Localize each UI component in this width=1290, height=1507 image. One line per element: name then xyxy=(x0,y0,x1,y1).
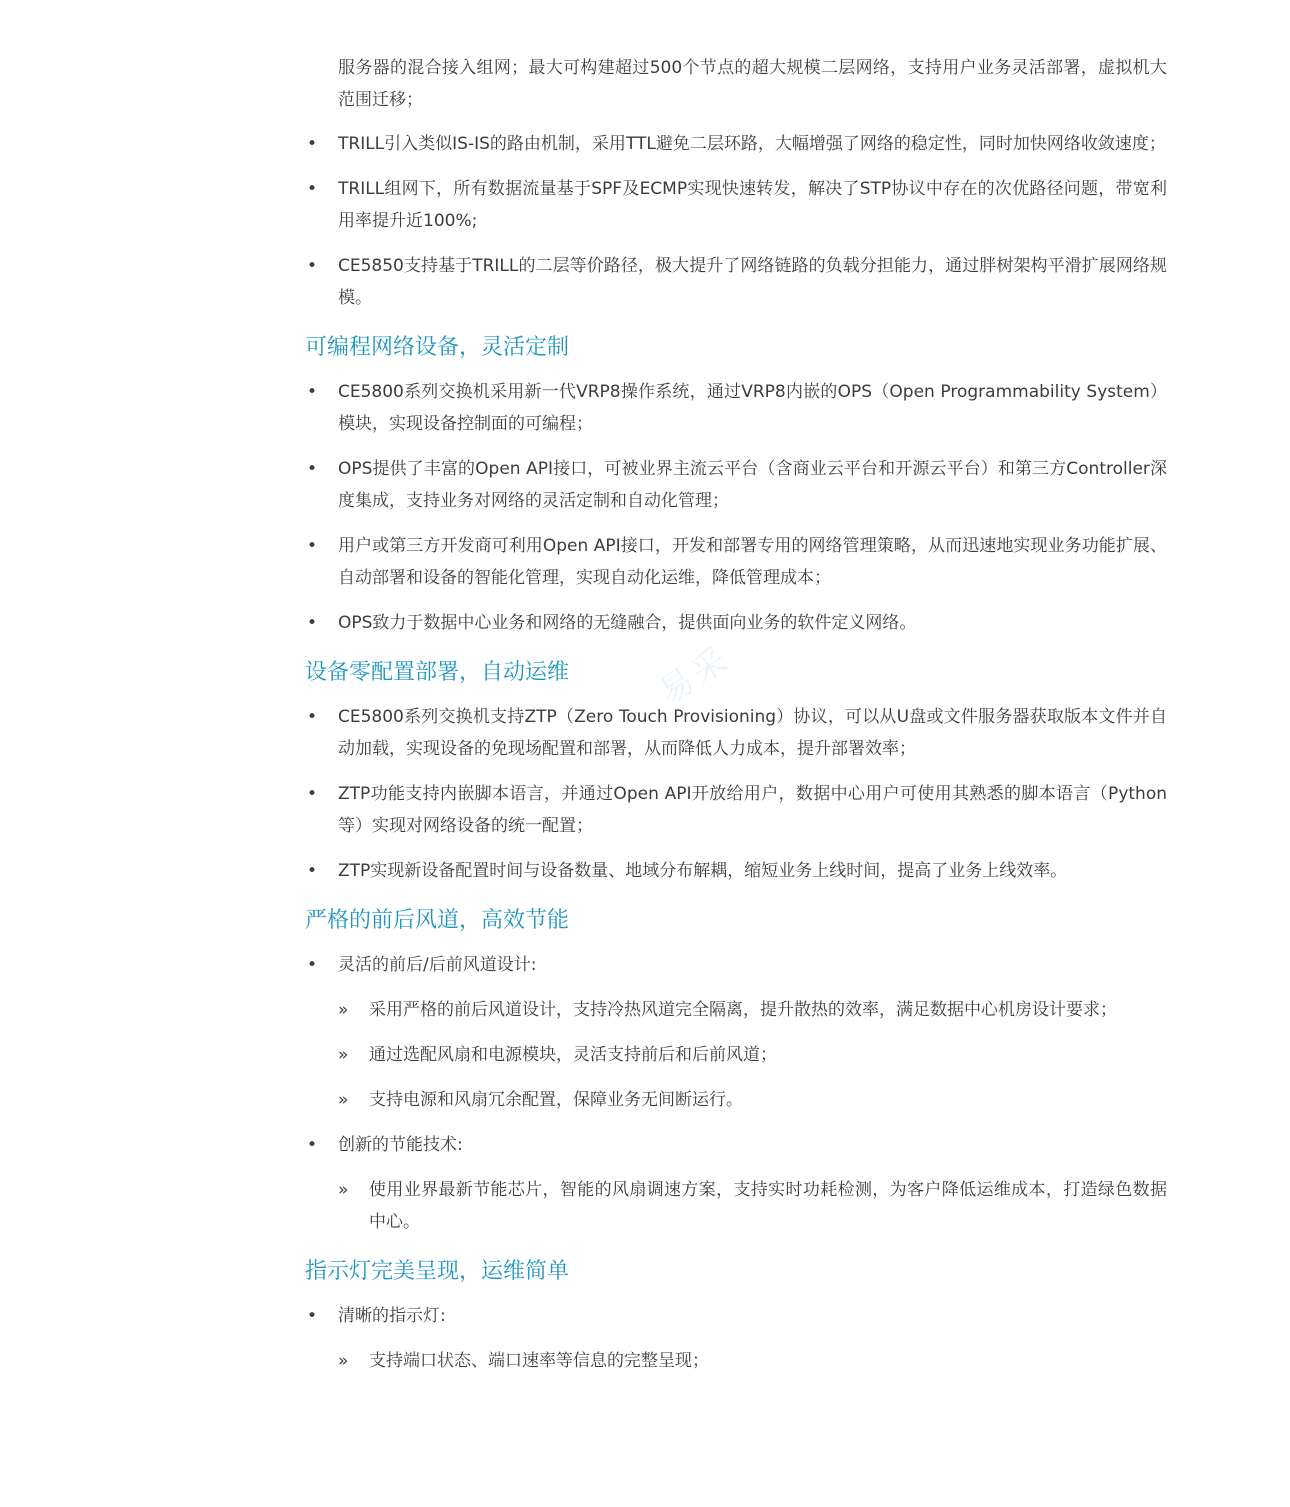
bullet-icon: • xyxy=(307,256,318,276)
bullet-icon: • xyxy=(307,784,318,804)
intro-paragraph: 服务器的混合接入组网；最大可构建超过500个节点的超大规模二层网络，支持用户业务灵活部署，虚拟机大范围迁移； xyxy=(338,58,1167,110)
list-item-text: CE5850支持基于TRILL的二层等价路径，极大提升了网络链路的负载分担能力，通过胖树架构平滑扩展网络规模。 xyxy=(338,256,1167,308)
bullet-icon: • xyxy=(307,955,318,975)
list-item xyxy=(305,607,1167,639)
document-content xyxy=(305,52,1167,1390)
bullet-icon: • xyxy=(307,613,318,633)
chevron-right-icon: » xyxy=(338,1090,349,1110)
list-item xyxy=(305,530,1167,594)
bullet-icon: • xyxy=(307,1135,318,1155)
sub-list-item-text: 支持电源和风扇冗余配置，保障业务无间断运行。 xyxy=(369,1090,743,1110)
list-item xyxy=(305,855,1167,887)
list-item xyxy=(305,128,1167,160)
list-item-text: 用户或第三方开发商可利用Open API接口，开发和部署专用的网络管理策略，从而迅速地实现业务功能扩展、自动部署和设备的智能化管理，实现自动化运维，降低管理成本； xyxy=(338,536,1167,588)
sub-list-item xyxy=(305,1174,1167,1238)
bullet-icon: • xyxy=(307,1306,318,1326)
list-item xyxy=(305,376,1167,440)
sub-list-item xyxy=(305,1345,1167,1377)
section-heading-programmable: 可编程网络设备，灵活定制 xyxy=(305,335,570,360)
bullet-icon: • xyxy=(307,707,318,727)
chevron-right-icon: » xyxy=(338,1351,349,1371)
list-item-text: CE5800系列交换机支持ZTP（Zero Touch Provisioning）协议，可以从U盘或文件服务器获取版本文件并自动加载，实现设备的免现场配置和部署，从而降低人力成本，提升部署效率； xyxy=(338,707,1167,759)
bullet-icon: • xyxy=(307,861,318,881)
list-item-text: TRILL组网下，所有数据流量基于SPF及ECMP实现快速转发，解决了STP协议中存在的次优路径问题，带宽利用率提升近100%; xyxy=(338,179,1167,231)
chevron-right-icon: » xyxy=(338,1045,349,1065)
chevron-right-icon: » xyxy=(338,1000,349,1020)
list-item-text: CE5800系列交换机采用新一代VRP8操作系统，通过VRP8内嵌的OPS（Open Programmability System）模块，实现设备控制面的可编程； xyxy=(338,382,1167,434)
bullet-icon: • xyxy=(307,382,318,402)
list-item-text: OPS致力于数据中心业务和网络的无缝融合，提供面向业务的软件定义网络。 xyxy=(338,613,917,633)
list-item xyxy=(305,453,1167,517)
section-heading-airflow: 严格的前后风道，高效节能 xyxy=(305,908,570,933)
section-heading-indicator: 指示灯完美呈现，运维简单 xyxy=(305,1259,570,1284)
sub-list-item-text: 支持端口状态、端口速率等信息的完整呈现； xyxy=(369,1351,709,1371)
list-item-text: 创新的节能技术: xyxy=(338,1135,463,1155)
watermark: 易采 xyxy=(652,638,738,713)
list-item-text: ZTP功能支持内嵌脚本语言，并通过Open API开放给用户，数据中心用户可使用其熟悉的脚本语言（Python等）实现对网络设备的统一配置； xyxy=(338,784,1167,836)
list-item xyxy=(305,701,1167,765)
bullet-icon: • xyxy=(307,459,318,479)
sub-list-item-text: 使用业界最新节能芯片，智能的风扇调速方案，支持实时功耗检测，为客户降低运维成本，打造绿色数据中心。 xyxy=(369,1180,1167,1232)
sub-list-item xyxy=(305,994,1167,1026)
sub-list-item xyxy=(305,1084,1167,1116)
list-item xyxy=(305,949,1167,981)
sub-list-item-text: 通过选配风扇和电源模块，灵活支持前后和后前风道； xyxy=(369,1045,777,1065)
list-item-text: 清晰的指示灯: xyxy=(338,1306,446,1326)
bullet-icon: • xyxy=(307,179,318,199)
list-item xyxy=(305,173,1167,237)
list-item-text: TRILL引入类似IS-IS的路由机制，采用TTL避免二层环路，大幅增强了网络的稳定性，同时加快网络收敛速度； xyxy=(338,134,1166,154)
sub-list-item xyxy=(305,1039,1167,1071)
sub-list-item-text: 采用严格的前后风道设计，支持冷热风道完全隔离，提升散热的效率，满足数据中心机房设计要求； xyxy=(369,1000,1117,1020)
section-heading-ztp: 设备零配置部署，自动运维 xyxy=(305,660,570,685)
list-item-text: 灵活的前后/后前风道设计: xyxy=(338,955,537,975)
bullet-icon: • xyxy=(307,536,318,556)
list-item xyxy=(305,1300,1167,1332)
bullet-icon: • xyxy=(307,134,318,154)
list-item xyxy=(305,1129,1167,1161)
list-item xyxy=(305,778,1167,842)
list-item-text: OPS提供了丰富的Open API接口，可被业界主流云平台（含商业云平台和开源云平台）和第三方Controller深度集成，支持业务对网络的灵活定制和自动化管理； xyxy=(338,459,1167,511)
list-item-text: ZTP实现新设备配置时间与设备数量、地域分布解耦，缩短业务上线时间，提高了业务上线效率。 xyxy=(338,861,1068,881)
chevron-right-icon: » xyxy=(338,1180,349,1200)
list-item xyxy=(305,250,1167,314)
